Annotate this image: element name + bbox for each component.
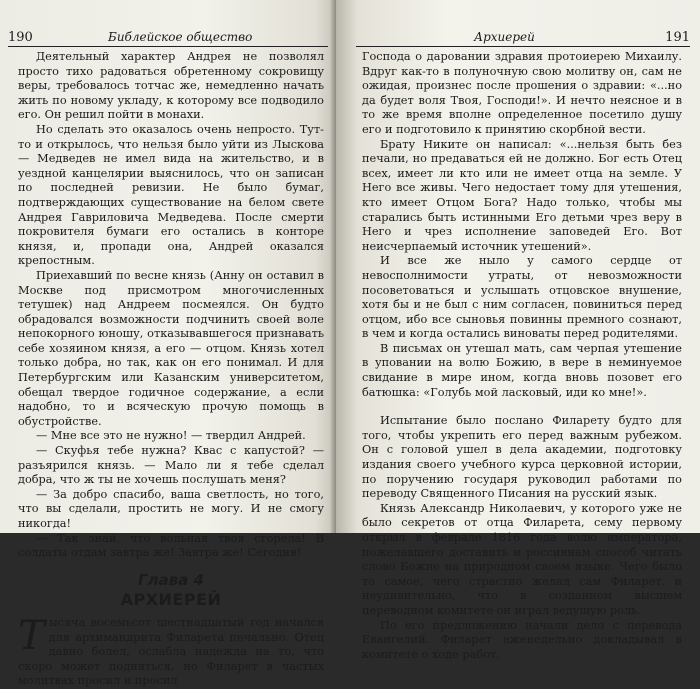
drop-cap: Т	[18, 612, 45, 659]
paragraph: В письмах он утешал мать, сам черпая утешение в уповании на волю Божию, в вере в неминуемое свидание в мире ином, когда вновь позовет его батюшка: «Голубь мой ласковый, иди ко мне!».	[362, 341, 682, 399]
paragraph: По его предложению начали дело с перевода Евангелий. Филарет еженедельно докладывал в комитете о ходе работ,	[362, 618, 682, 661]
right-body-text	[362, 50, 682, 662]
paragraph: Испытание было послано Филарету будто для того, чтобы укрепить его перед важным рубежом. Он с головой ушел в дела академии, подготовку издания своего учебного курса церковной истории, по поручению государя руководил работами по переводу Священного Писания на русский язык.	[362, 414, 682, 501]
chapter-opening-paragraph	[18, 612, 324, 689]
paragraph: Брату Никите он написал: «...нельзя быть без печали, но предаваться ей не должно. Бог есть Отец всех, имеет ли кто или не имеет отца на земле. У Него все живы. Чего недостает тому для утешения, кто имеет Отцом Бога? Надо только, чтобы мы старались быть истинными Его детьми чрез веру в Него и чрез исполнение заповедей Его. Вот неисчерпаемый источник утешений».	[362, 137, 682, 253]
chapter-opening-text: ысяча восемьсот шестнадцатый год начался для архимандрита Филарета печально. Отец давно болел, ослабла надежда на то, что скоро может подняться, но Филарет в частых молитвах просил и просил	[18, 615, 324, 688]
dialogue-line: — За добро спасибо, ваша светлость, но того, что вы сделали, простить не могу. И не смогу никогда!	[18, 487, 324, 530]
paragraph: Князь Александр Николаевич, у которого уже не было секретов от отца Филарета, сему первому открыл в феврале 1816 года волю императора, пожелавшего доставить и россиянам способ читать слово Божие на природном своем языке. Чего было то самое, чего страстно желал сам Филарет, и неудивительно, что в созданном высшем переводном комитете он играл ведущую роль.	[362, 501, 682, 617]
paragraph: И все же ныло у самого сердце от невосполнимости утраты, от невозможности посоветоваться и услышать отцовское внушение, хотя бы и не был с ним согласен, повиниться перед отцом, ибо все сыновья повинны премного сознают, в чем и когда остались виноваты перед родителями.	[362, 254, 682, 341]
left-page-number: 190	[8, 30, 33, 45]
section-break	[362, 400, 682, 414]
dialogue-line: — Скуфья тебе нужна? Квас с капустой? — разъярился князь. — Мало ли я тебе сделал добра, что ж ты не хочешь послушать меня?	[18, 444, 324, 487]
paragraph: Но сделать это оказалось очень непросто. Тут-то и открылось, что нельзя было уйти из Лыскова — Медведев не имел вида на жительство, и в уездной канцелярии выяснилось, что он записан по последней ревизии. Не было бумаг, подтверждающих существование на белом свете Андрея Гавриловича Медведева. После смерти покровителя бумаги его остались в конторе князя, и, пропади она, Андрей оказался крепостным.	[18, 122, 324, 268]
dialogue-line: — Мне все это не нужно! — твердил Андрей.	[36, 429, 306, 443]
paragraph: Деятельный характер Андрея не позволял просто тихо радоваться обретенному сокровищу веры, требовалось тотчас же, немедленно начать жить по новому укладу, к которому все подводило его. Он решил пойти в монахи.	[18, 50, 324, 122]
left-running-header	[8, 30, 328, 47]
left-running-head-title: Библейское общество	[108, 30, 253, 44]
dialogue-line: — Так знай, что вольная твоя сгорела! В солдаты отдам завтра же! Завтра же! Сегодня!	[18, 531, 324, 560]
right-page	[336, 0, 700, 661]
right-page-number: 191	[665, 30, 690, 45]
chapter-number: Глава 4	[138, 570, 204, 589]
right-running-head-title: Архиерей	[474, 30, 535, 44]
right-running-header	[356, 30, 690, 47]
left-page	[0, 0, 342, 688]
chapter-title: АРХИЕРЕЙ	[120, 590, 222, 610]
chapter-heading	[18, 570, 324, 610]
paragraph: Господа о даровании здравия протоиерею Михаилу. Вдруг как-то в полуночную свою молитву он, сам не ожидая, произнес после прошения о здравии: «...но да будет воля Твоя, Господи!». И нечто неясное и в то же время вполне определенное посетило душу его и подготовило к принятию скорбной вести.	[362, 50, 682, 136]
paragraph: Приехавший по весне князь (Анну он оставил в Москве под присмотром многочисленных тетушек) над Андреем посмеялся. Он будто обрадовался возможности подчинить своей воле непокорного юношу, отказывавшегося признавать себе хозяином князя, а его — отцом. Князь хотел только добра, но так, как он его понимал. И для Петербургским или Казанским университетом, обещал твердое годичное содержание, а если надобно, то и всяческую прочую помощь в обустройстве.	[18, 268, 324, 428]
left-body-text	[18, 50, 324, 689]
